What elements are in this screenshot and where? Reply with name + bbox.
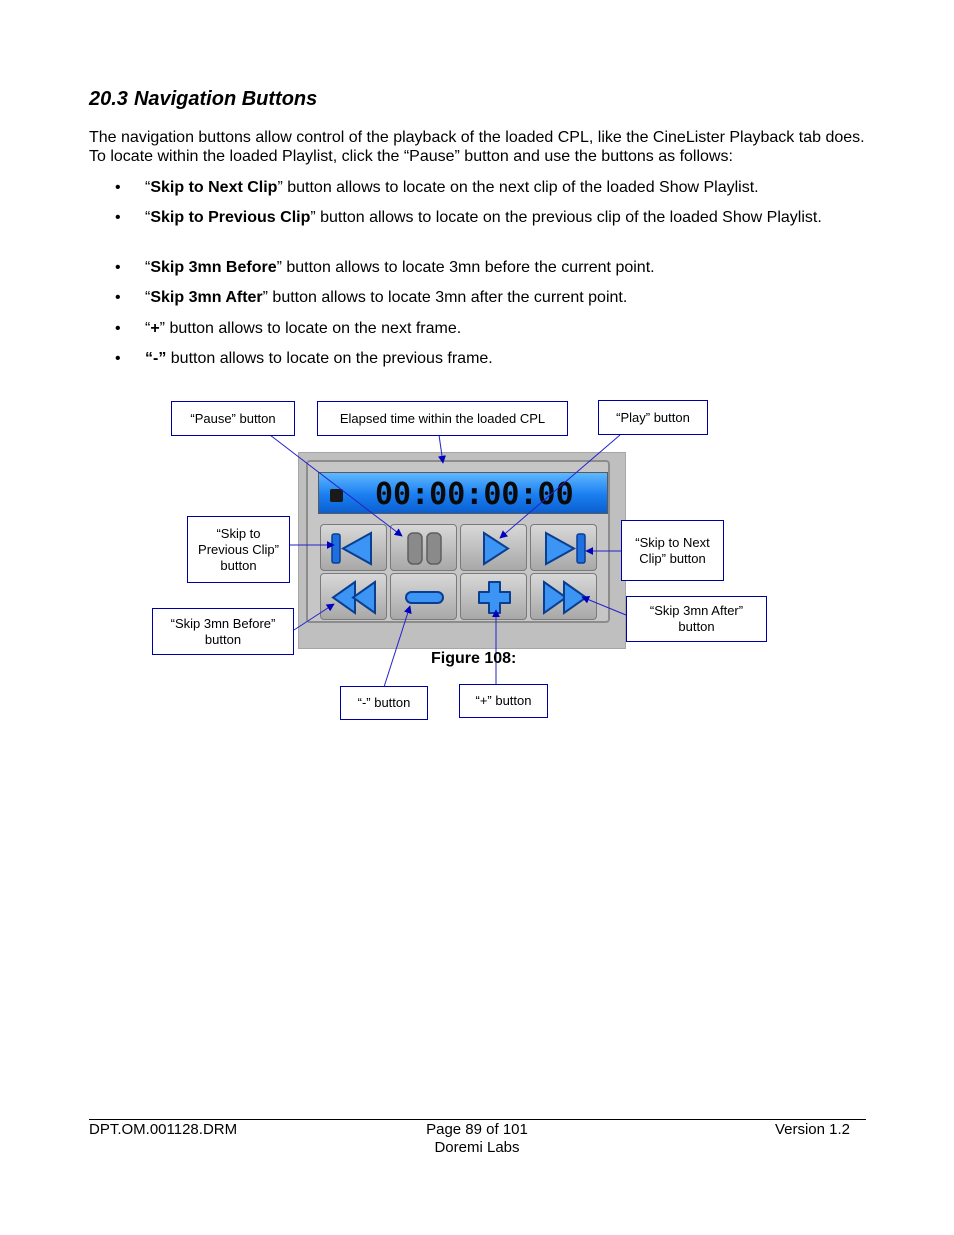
elapsed-time-value: 00:00:00:00 <box>375 477 574 512</box>
bullet-dot: • <box>115 209 121 226</box>
footer-doc-id: DPT.OM.001128.DRM <box>89 1121 238 1138</box>
bullet-term: “-” <box>145 350 167 367</box>
callout-elapsed-time: Elapsed time within the loaded CPL <box>317 401 568 436</box>
bullet-dot: • <box>115 350 121 367</box>
footer-page-number: Page 89 of 101 <box>426 1121 528 1138</box>
bullet-term: Skip to Next Clip <box>150 179 278 196</box>
callout-skip-next: “Skip to Next Clip” button <box>621 520 724 581</box>
callout-plus: “+” button <box>459 684 548 718</box>
intro-paragraph: The navigation buttons allow control of the playback of the loaded CPL, like the CineLister Playback tab does. To locate within the loaded Playlist, click the “Pause” button and use the buttons as follows: <box>89 129 865 165</box>
section-number: 20.3 <box>89 88 128 110</box>
footer-divider <box>89 1119 866 1120</box>
bullet-term: + <box>150 320 160 337</box>
section-title: Navigation Buttons <box>133 88 318 110</box>
callout-play: “Play” button <box>598 400 708 435</box>
callout-pause: “Pause” button <box>171 401 295 436</box>
callout-skip-previous: “Skip to Previous Clip” button <box>187 516 290 583</box>
bullet-term: Skip 3mn After <box>150 289 263 306</box>
figure-caption: Figure 108: <box>431 650 517 667</box>
footer-company: Doremi Labs <box>434 1139 520 1156</box>
callout-skip-after: “Skip 3mn After” button <box>626 596 767 642</box>
bullet-dot: • <box>115 179 121 196</box>
footer-version: Version 1.2 <box>774 1121 850 1138</box>
bullet-dot: • <box>115 320 121 337</box>
bullet-term: Skip to Previous Clip <box>150 209 311 226</box>
bullet-dot: • <box>115 289 121 306</box>
callout-skip-before: “Skip 3mn Before” button <box>152 608 294 655</box>
callout-minus: “-” button <box>340 686 428 720</box>
bullet-dot: • <box>115 259 121 276</box>
bullet-term: Skip 3mn Before <box>150 259 277 276</box>
